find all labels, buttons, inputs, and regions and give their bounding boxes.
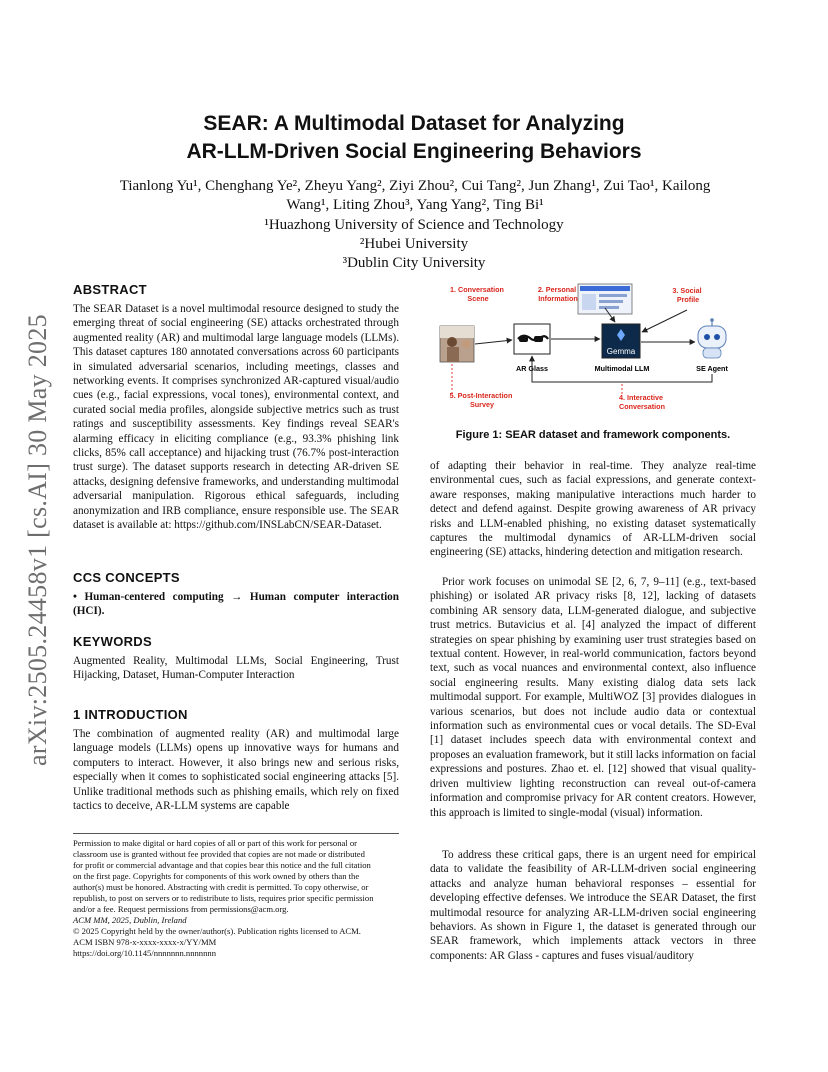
affiliation-2: ²Hubei University	[359, 236, 469, 252]
se-agent-label: SE Agent	[696, 364, 728, 373]
ar-glass-node	[514, 324, 550, 354]
footnote-line: republish, to post on servers or to redistribute to lists, requires prior specific permission	[73, 893, 374, 903]
footnote-line: https://doi.org/10.1145/nnnnnnn.nnnnnnn	[73, 948, 216, 958]
abstract-text: The SEAR Dataset is a novel multimodal resource designed to study the emerging threat of social engineering (SE) attacks orchestrated through augmented reality (AR) and multimodal large language models (LLMs). This dataset captures 180 annotated conversations across 60 participants in simulated adversarial scenarios, including meetings, classes and networking events. It comprises synchronized AR-captured visual/audio cues (e.g., facial expressions, vocal tones), environmental context, and curated social media profiles, alongside subjective metrics such as trust ratings and susceptibility assessments. Key findings reveal SEAR's alarming efficacy in eliciting compliance (e.g., 93.3% phishing link clicks, 85% call acceptance) and hijacking trust (76.7% post-interaction trust surge). The dataset supports research in detecting AR-driven SE attacks, designing defensive frameworks, and understanding multimodal adversarial manipulation. Rigorous ethical safeguards, including anonymization and IRB compliance, ensure responsible use. The SEAR dataset is available at: https://github.com/INSLabCN/SEAR-Dataset.	[73, 303, 399, 532]
permission-footnote	[73, 838, 399, 959]
label-conversation-scene: 1. Conversation Scene	[450, 285, 504, 303]
footnote-line: Permission to make digital or hard copies of all or part of this work for personal or	[73, 838, 358, 848]
ccs-heading: CCS CONCEPTS	[73, 570, 180, 585]
affiliation-1: ¹Huazhong University of Science and Technology	[264, 217, 564, 233]
gemma-label: Gemma	[606, 347, 636, 356]
framework-figure	[430, 282, 756, 420]
multimodal-llm-node	[602, 324, 640, 358]
arxiv-identifier: arXiv:2505.24458v1 [cs.AI] 30 May 2025	[23, 314, 52, 766]
label-personal-information: 2. Personal Information	[537, 285, 578, 303]
label-social-profile: 3. Social Profile	[672, 286, 702, 304]
right-paragraph-1: of adapting their behavior in real-time. They analyze real-time environmental cues, such as facial expressions, and generate context-aware responses, making manipulative interactions much harder to detect and defend against. Despite growing awareness of AR privacy risks and LLM-enabled phishing, no existing dataset systematically captures the multimodal dynamics of AR-LLM-driven social engineering (SE) attacks, hindering detection and mitigation research.	[430, 460, 756, 559]
keywords-text: Augmented Reality, Multimodal LLMs, Social Engineering, Trust Hijacking, Dataset, Human-Computer Interaction	[73, 655, 399, 682]
footnote-line: ACM MM, 2025, Dublin, Ireland	[73, 915, 187, 925]
authors-line-2: Wang¹, Liting Zhou³, Yang Yang², Ting Bi¹	[286, 197, 544, 213]
footnote-line: and/or a fee. Request permissions from permissions@acm.org.	[73, 904, 289, 914]
author-list	[90, 177, 740, 215]
footnote-line: author(s) must be honored. Abstracting with credit is permitted. To copy otherwise, or	[73, 882, 369, 892]
figure-caption: Figure 1: SEAR dataset and framework components.	[455, 429, 731, 441]
multimodal-llm-label: Multimodal LLM	[594, 364, 650, 373]
abstract-heading: ABSTRACT	[73, 282, 147, 297]
footnote-rule	[73, 833, 399, 834]
intro-paragraph: The combination of augmented reality (AR) and multimodal large language models (LLMs) opens up innovative ways for humans and computers to interact. However, it also brings new and serious risks, especially when it comes to sophisticated social engineering attacks [5]. Unlike traditional methods such as phishing emails, which rely on fixed tactics to deceive, AR-LLM systems are capable	[73, 728, 399, 813]
right-paragraph-3: To address these critical gaps, there is an urgent need for empirical data to validate the feasibility of AR-LLM-driven social engineering attacks and analyze human behavioral responses – essential for developing effective defenses. We introduce the SEAR Dataset, the first multimodal resource for analyzing AR-LLM-driven social engineering behaviors. As shown in Figure 1, the dataset is generated through our SEAR framework, which implements attack vectors in three components: AR Glass - captures and fuses visual/auditory	[430, 849, 756, 962]
personal-information-screen	[578, 284, 632, 314]
title-line-1: SEAR: A Multimodal Dataset for Analyzing	[203, 112, 625, 135]
conversation-scene-photo	[440, 326, 474, 362]
ccs-text: • Human-centered computing → Human computer interaction (HCI).	[73, 591, 399, 618]
footnote-line: on the first page. Copyrights for components of this work owned by others than the	[73, 871, 360, 881]
footnote-line: ACM ISBN 978-x-xxxx-xxxx-x/YY/MM	[73, 937, 217, 947]
paper-title	[100, 110, 728, 166]
affiliation-3: ³Dublin City University	[342, 255, 486, 271]
right-paragraph-2: Prior work focuses on unimodal SE [2, 6, 7, 9–11] (e.g., text-based phishing) or isolated AR privacy risks [8, 12], lacking of datasets combining AR sensory data, LLM-generated dialogue, and subjective trust metrics. Butavicius et al. [4] analyzed the impact of different strategies on spear phishing by examining user trust strategies based on textual content. However, in real-world communication, factors beyond text, such as vocal nuances and environmental context, also influence social engineering results. Many existing dialog data sets lack multimodal support. For example, MultiWOZ [3] provides dialogues in various scenarios, but does not include audio data or contextual information such as environmental cues or vocal details. The SD-Eval [1] dataset includes speech data with environmental context and proposes an evaluation framework, but it still lacks information on facial expressions and postures. Zhao et. el. [12] showed that visual quality-driven multiview lighting reconstruction can reveal out-of-camera information and compromise privacy for AR content creators. However, this approach is limited to single-modal (visual) information.	[430, 576, 756, 819]
label-interactive-conversation: 4. Interactive Conversation	[619, 393, 665, 411]
authors-line-1: Tianlong Yu¹, Chenghang Ye², Zheyu Yang², Ziyi Zhou², Cui Tang², Jun Zhang¹, Zui Tao¹, Kailong	[119, 178, 711, 194]
ar-glass-label: AR Glass	[516, 364, 548, 373]
label-post-interaction-survey: 5. Post-Interaction Survey	[449, 391, 513, 409]
footnote-line: © 2025 Copyright held by the owner/author(s). Publication rights licensed to ACM.	[73, 926, 361, 936]
title-line-2: AR-LLM-Driven Social Engineering Behaviors	[186, 140, 642, 163]
intro-heading: 1 INTRODUCTION	[73, 707, 188, 722]
footnote-line: for profit or commercial advantage and that copies bear this notice and the full citation	[73, 860, 371, 870]
se-agent-robot-icon	[698, 318, 726, 358]
keywords-heading: KEYWORDS	[73, 634, 152, 649]
footnote-line: classroom use is granted without fee provided that copies are not made or distributed	[73, 849, 365, 859]
